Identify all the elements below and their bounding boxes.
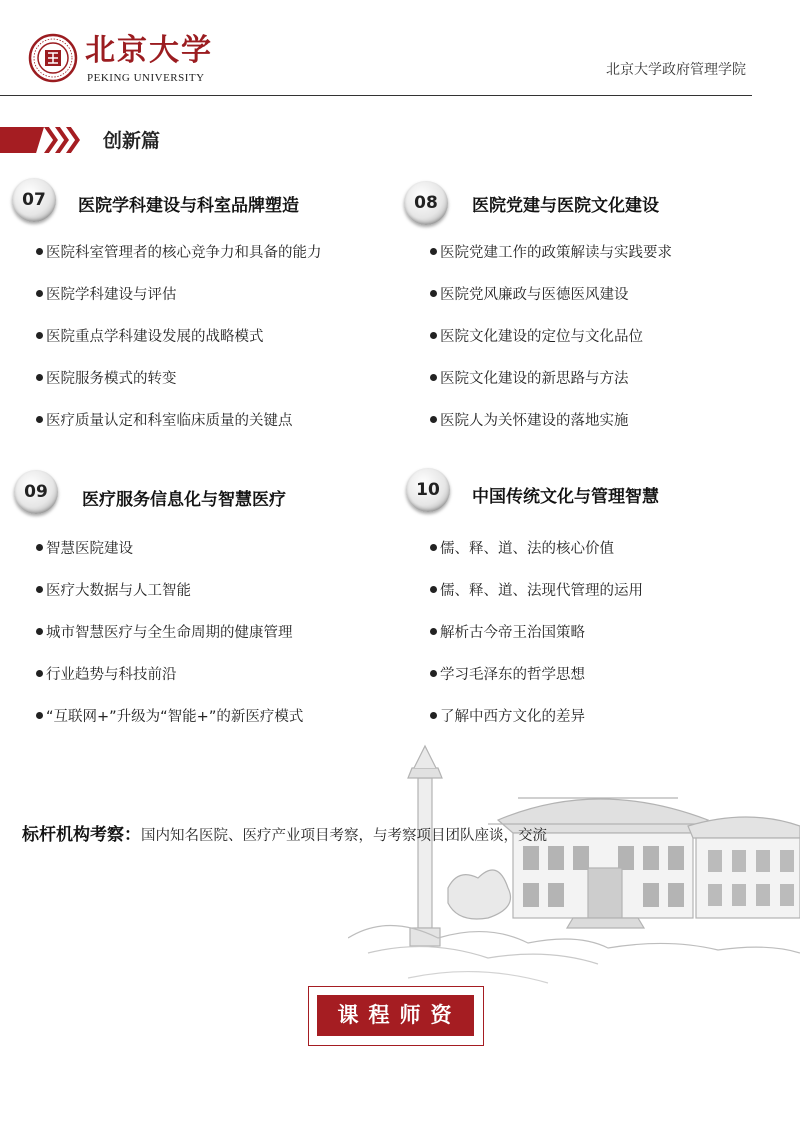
list-item: 医院党建工作的政策解读与实践要求	[430, 243, 672, 285]
list-item: 医疗大数据与人工智能	[36, 581, 303, 623]
bullet-icon	[36, 712, 43, 719]
section-banner	[0, 127, 80, 153]
bullet-icon	[430, 712, 437, 719]
bullet-icon	[36, 544, 43, 551]
module-item-list	[36, 539, 303, 749]
university-name-en: PEKING UNIVERSITY	[87, 72, 205, 84]
module-item-list	[36, 243, 322, 453]
school-name: 北京大学政府管理学院	[606, 62, 746, 78]
module-title: 医院学科建设与科室品牌塑造	[78, 196, 299, 216]
university-name-cn: 北京大学	[85, 33, 213, 68]
benchmark-label: 标杆机构考察：	[22, 825, 141, 845]
bullet-icon	[36, 374, 43, 381]
bullet-icon	[430, 290, 437, 297]
list-item: 医院学科建设与评估	[36, 285, 322, 327]
bullet-icon	[430, 374, 437, 381]
list-item: 医院重点学科建设发展的战略模式	[36, 327, 322, 369]
header-divider	[0, 95, 752, 96]
chevron-icon	[44, 127, 58, 153]
list-item: 学习毛泽东的哲学思想	[430, 665, 643, 707]
bullet-icon	[36, 290, 43, 297]
course-faculty-button[interactable]	[308, 986, 484, 1046]
banner-bar	[0, 127, 44, 153]
module-item-list	[430, 243, 672, 453]
module-number-badge	[14, 470, 58, 514]
module-number-badge	[12, 178, 56, 222]
module-item-list	[430, 539, 643, 749]
benchmark-text: 国内知名医院、医疗产业项目考察，与考察项目团队座谈，交流	[141, 828, 547, 844]
list-item: 了解中西方文化的差异	[430, 707, 643, 749]
course-faculty-label: 课程师资	[317, 995, 474, 1036]
module-number-badge	[406, 468, 450, 512]
bullet-icon	[430, 332, 437, 339]
list-item: 儒、释、道、法现代管理的运用	[430, 581, 643, 623]
page-header	[0, 0, 800, 96]
bullet-icon	[36, 670, 43, 677]
list-item: 行业趋势与科技前沿	[36, 665, 303, 707]
list-item: 医院服务模式的转变	[36, 369, 322, 411]
list-item: 儒、释、道、法的核心价值	[430, 539, 643, 581]
list-item: 解析古今帝王治国策略	[430, 623, 643, 665]
campus-building-illustration	[348, 738, 800, 1000]
list-item: 智慧医院建设	[36, 539, 303, 581]
bullet-icon	[430, 628, 437, 635]
module-number: 09	[24, 482, 48, 502]
bullet-icon	[36, 586, 43, 593]
benchmark-visit	[22, 820, 547, 845]
bullet-icon	[36, 248, 43, 255]
bullet-icon	[36, 416, 43, 423]
module-number: 07	[22, 190, 46, 210]
list-item: 医院人为关怀建设的落地实施	[430, 411, 672, 453]
module-title: 中国传统文化与管理智慧	[472, 487, 659, 507]
bullet-icon	[430, 248, 437, 255]
bullet-icon	[36, 332, 43, 339]
list-item: “互联网+”升级为“智能+”的新医疗模式	[36, 707, 303, 749]
list-item: 医院科室管理者的核心竞争力和具备的能力	[36, 243, 322, 285]
university-seal-logo	[28, 33, 78, 83]
list-item: 医院党风廉政与医德医风建设	[430, 285, 672, 327]
bullet-icon	[430, 416, 437, 423]
module-number: 10	[416, 480, 440, 500]
bullet-icon	[430, 544, 437, 551]
section-title: 创新篇	[103, 130, 161, 152]
list-item: 医院文化建设的定位与文化品位	[430, 327, 672, 369]
module-title: 医院党建与医院文化建设	[472, 196, 659, 216]
module-title: 医疗服务信息化与智慧医疗	[82, 490, 286, 510]
list-item: 城市智慧医疗与全生命周期的健康管理	[36, 623, 303, 665]
bullet-icon	[430, 670, 437, 677]
bullet-icon	[430, 586, 437, 593]
module-number-badge	[404, 181, 448, 225]
list-item: 医院文化建设的新思路与方法	[430, 369, 672, 411]
module-number: 08	[414, 193, 438, 213]
list-item: 医疗质量认定和科室临床质量的关键点	[36, 411, 322, 453]
bullet-icon	[36, 628, 43, 635]
